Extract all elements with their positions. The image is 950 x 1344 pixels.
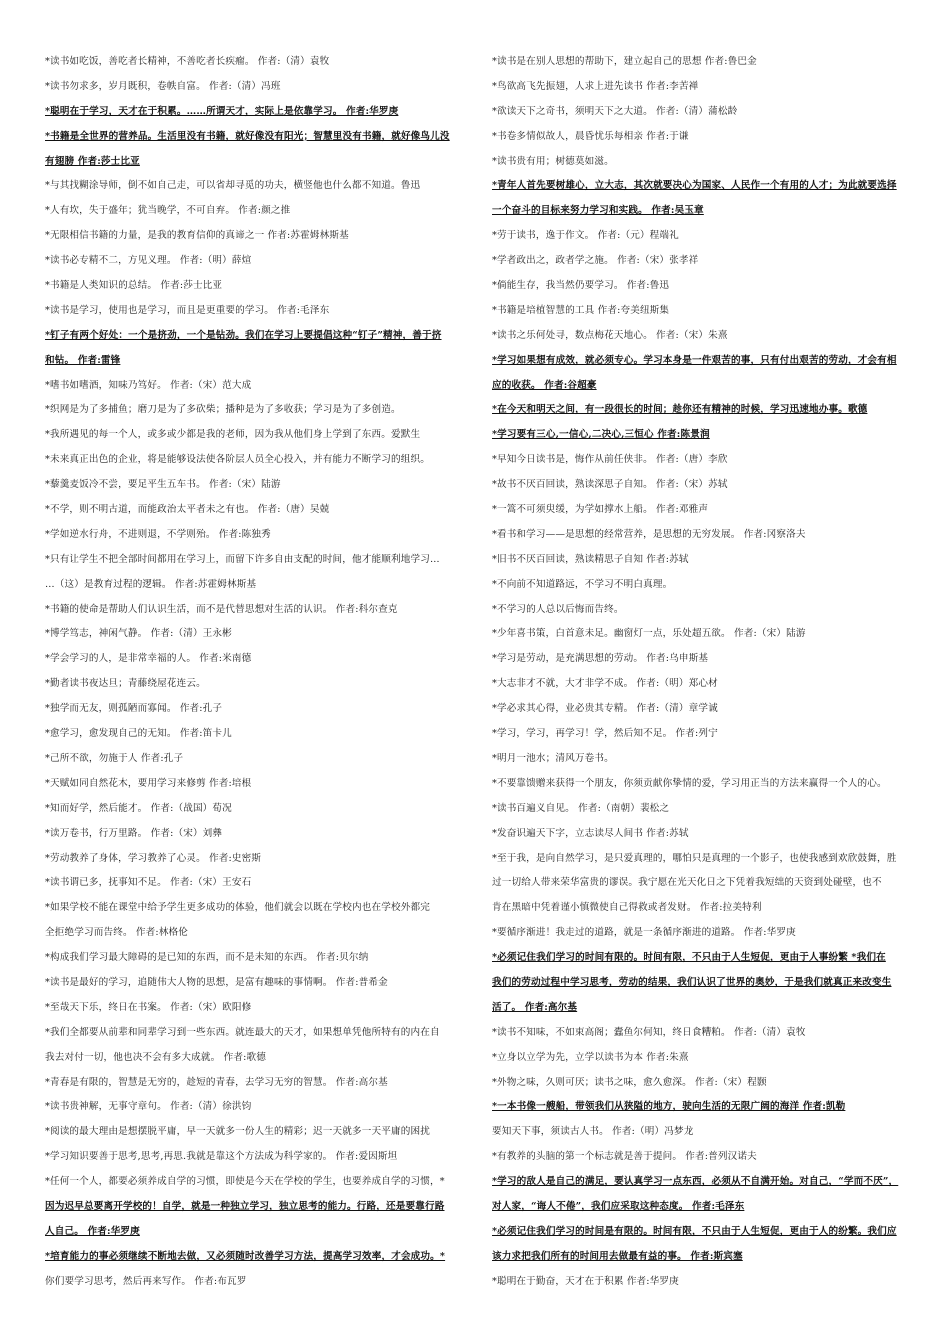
quote-line: *读书不知味，不如束高阁；蠹鱼尔何知，终日食糟粕。 作者:（清）袁牧 [492, 1026, 806, 1038]
quote-line: *书籍是培植智慧的工具 作者:夸美纽斯集 [492, 304, 670, 316]
quote-line: *有教养的头脑的第一个标志就是善于提问。 作者:普列汉诺夫 [492, 1151, 757, 1163]
quote-line: *藜羹麦饭冷不尝，要足平生五车书。 作者:（宋）陆游 [45, 479, 281, 491]
quote-line: *学如逆水行舟，不进则退，不学则殆。 作者:陈独秀 [45, 528, 271, 540]
quote-line-bold: *钉子有两个好处：一个是挤劲，一个是钻劲。我们在学习上要提倡这种“钉子”精神，善于挤 [45, 329, 442, 341]
quote-line: *未来真正出色的企业，将是能够设法使各阶层人员全心投入，并有能力不断学习的组织。 [45, 454, 430, 466]
quote-line: *青春是有限的，智慧是无穷的，趁短的青春，去学习无穷的智慧。 作者:高尔基 [45, 1076, 388, 1088]
quote-line: *学必求其心得，业必贵其专精。 作者:（清）章学诚 [492, 703, 718, 715]
quote-line: *构成我们学习最大障碍的是已知的东西，而不是未知的东西。 作者:贝尔纳 [45, 952, 369, 964]
quote-line-bold: 有翅膀 作者:莎士比亚 [45, 155, 140, 167]
quote-line: *我所遇见的每一个人，或多或少都是我的老师，因为我从他们身上学到了东西。爱默生 [45, 429, 421, 441]
quote-line: *至于我，是向自然学习，是只爱真理的，哪怕只是真理的一个影子，也使我感到欢欣鼓舞，胜 [492, 852, 897, 864]
quote-line: *学习是劳动，是充满思想的劳动。 作者:乌申斯基 [492, 653, 709, 665]
quote-line: 肯在黑暗中凭着谨小慎微使自己得救或者发财。 作者:拉美特利 [492, 902, 762, 914]
quote-line: *旧书不厌百回读，熟读精思子自知 作者:苏轼 [492, 553, 689, 565]
quote-line: 我去对付一切，他也决不会有多大成就。 作者:歌德 [45, 1051, 266, 1063]
quote-line: *天赋如同自然花木，要用学习来修剪 作者:培根 [45, 777, 252, 789]
quote-line: *读万卷书，行万里路。 作者:（宋）刘彝 [45, 827, 223, 839]
quote-line-bold: *必须记住我们学习的时间是有限的。时间有限，不只由于人生短促，更由于人的纷繁。我们应 [492, 1225, 897, 1237]
quote-line-bold: *培育能力的事必须继续不断地去做，又必须随时改善学习方法，提高学习效率，才会成功。* [45, 1250, 446, 1262]
quote-line: *读书是在别人思想的帮助下，建立起自己的思想 作者:鲁巴金 [492, 56, 757, 67]
quote-line-bold: *必须记住我们学习的时间有限的。时间有限，不只由于人生短促，更由于人事纷繁 *我们在 [492, 952, 886, 964]
right-column [492, 50, 912, 1295]
quote-line-bold: *青年人首先要树雄心，立大志，其次就要决心为国家、人民作一个有用的人才；为此就要选择 [492, 180, 897, 192]
quote-line: *独学而无友，则孤陋而寡闻。 作者:孔子 [45, 703, 223, 715]
quote-line: *故书不厌百回读，熟读深思子自知。 作者:（宋）苏轼 [492, 479, 728, 491]
quote-line: *己所不欲，勿施于人 作者:孔子 [45, 752, 184, 764]
quote-line-bold: 应的收获。 作者:谷超豪 [492, 379, 597, 391]
quote-line-bold: *书籍是全世界的营养品。生活里没有书籍，就好像没有阳光；智慧里没有书籍，就好像鸟儿没 [45, 130, 450, 142]
quote-line: *至哉天下乐，终日在书案。 作者:（宋）欧阳修 [45, 1001, 252, 1013]
quote-line: *读书是学习，使用也是学习，而且是更重要的学习。 作者:毛泽东 [45, 304, 330, 316]
quote-line-bold: 我们的劳动过程中学习思考，劳动的结果，我们认识了世界的奥妙，于是我们就真正来改变生 [492, 976, 892, 988]
quote-line-bold: 活了。 作者:高尔基 [492, 1001, 578, 1013]
quote-line: *一篙不可须臾缓，为学如撑水上船。 作者:邓雅声 [492, 504, 709, 516]
quote-line: *不学，则不明古道，而能政治太平者未之有也。 作者:（唐）吴兢 [45, 504, 330, 516]
quote-line: 要知天下事，须读古人书。 作者:（明）冯梦龙 [492, 1126, 694, 1138]
quote-line: *博学笃志，神闲气静。 作者:（清）王永彬 [45, 628, 232, 640]
quote-line: *无限相信书籍的力量，是我的教育信仰的真谛之一 作者:苏霍姆林斯基 [45, 230, 349, 242]
quote-line: *学会学习的人，是非常幸福的人。 作者:米南德 [45, 653, 252, 665]
quote-line-bold: 人自己。 作者:华罗庚 [45, 1225, 140, 1237]
quote-line: *阅读的最大理由是想摆脱平庸，早一天就多一份人生的精彩；迟一天就多一天平庸的困扰 [45, 1126, 430, 1138]
quote-line: *明月一池水；清风万卷书。 [492, 752, 614, 764]
quote-line: *读书贵有用；树德莫如滋。 [492, 155, 614, 167]
quote-line: *看书和学习——是思想的经常营养，是思想的无穷发展。 作者:冈察洛夫 [492, 528, 806, 540]
quote-line: *嗜书如嗜酒，知味乃笃好。 作者:（宋）范大成 [45, 379, 252, 391]
quote-line: *读书百遍义自见。 作者:（南朝）裴松之 [492, 802, 670, 814]
quote-line: *外物之味，久则可厌；读书之味，愈久愈深。 作者:（宋）程颢 [492, 1076, 767, 1088]
quote-line: *鸟欲高飞先振翅，人求上进先读书 作者:李苦禅 [492, 80, 699, 92]
quote-line: *知而好学，然后能才。 作者:（战国）荀况 [45, 802, 232, 814]
quote-line: *读书勿求多，岁月既积，卷帙自富。 作者:（清）冯班 [45, 80, 281, 92]
left-column [45, 50, 465, 1295]
quote-line: *发奋识遍天下字，立志读尽人间书 作者:苏轼 [492, 827, 689, 839]
quote-line: *不要靠馈赠来获得一个朋友，你须贡献你挚情的爱，学习用正当的方法来赢得一个人的心。 [492, 777, 887, 789]
quote-line: 全拒绝学习而告终。 作者:林格伦 [45, 927, 188, 939]
quote-line: *愈学习，愈发现自己的无知。 作者:笛卡儿 [45, 728, 232, 740]
quote-line-bold: 因为迟早总要离开学校的！自学，就是一种独立学习，独立思考的能力。行路，还是要靠行路 [45, 1200, 445, 1212]
quote-line: *书籍是人类知识的总结。 作者:莎士比亚 [45, 280, 223, 292]
quote-line: *人有坎，失于盛年；犹当晚学，不可自弃。 作者:颜之推 [45, 205, 291, 217]
quote-line-bold: *一本书像一艘船，带领我们从狭隘的地方，驶向生活的无限广阔的海洋 作者:凯勒 [492, 1101, 846, 1113]
quote-line: *织网是为了多捕鱼；磨刀是为了多砍柴；播种是为了多收获；学习是为了多创造。 [45, 404, 401, 416]
quote-line: *任何一个人，都要必须养成自学的习惯，即使是今天在学校的学生，也要养成自学的习惯，* [45, 1176, 445, 1188]
quote-line: …（这）是教育过程的逻辑。 作者:苏霍姆林斯基 [45, 578, 257, 590]
quote-line: *大志非才不就，大才非学不成。 作者:（明）郑心材 [492, 678, 718, 690]
quote-line: *倘能生存，我当然仍要学习。 作者:鲁迅 [492, 280, 670, 292]
quote-line-bold: *在今天和明天之间，有一段很长的时间；趁你还有精神的时候，学习迅速地办事。歌德 [492, 404, 868, 416]
quote-line: *读书之乐何处寻，数点梅花天地心。 作者:（宋）朱熹 [492, 329, 728, 341]
quote-line-bold: 对人家，“诲人不倦”，我们应采取这种态度。 作者:毛泽东 [492, 1200, 745, 1212]
quote-line: *读书贵神解，无事守章句。 作者:（清）徐洪钧 [45, 1101, 252, 1113]
quote-line: *学习，学习，再学习！学，然后知不足。 作者:列宁 [492, 728, 718, 740]
quote-line: *如果学校不能在课堂中给予学生更多成功的体验，他们就会以既在学校内也在学校外都完 [45, 902, 430, 914]
quote-line: *劳于读书，逸于作文。 作者:（元）程端礼 [492, 230, 679, 242]
quote-line: *聪明在于勤奋，天才在于积累 作者:华罗庚 [492, 1275, 679, 1287]
quote-line: *只有让学生不把全部时间都用在学习上，而留下许多自由支配的时间，他才能顺利地学习… [45, 553, 440, 565]
quote-line: *劳动教养了身体，学习教养了心灵。 作者:史密斯 [45, 852, 262, 864]
quote-line: *读书谓已多，抚事知不足。 作者:（宋）王安石 [45, 877, 252, 889]
quote-line: *书卷多情似故人，晨昏忧乐每相亲 作者:于谦 [492, 130, 689, 142]
quote-line: *欲读天下之奇书，须明天下之大道。 作者:（清）蒲松龄 [492, 105, 738, 117]
quote-line: 过一切给人带来荣华富贵的谬误。我宁愿在光天化日之下凭着我短绌的天资到处碰壁，也不 [492, 877, 882, 889]
quote-line-bold: *学习要有三心,一信心,二决心,三恒心 作者:陈景润 [492, 429, 710, 441]
quote-line: *立身以立学为先，立学以读书为本 作者:朱熹 [492, 1051, 689, 1063]
quote-line: *读书必专精不二，方见义理。 作者:（明）薛煊 [45, 255, 252, 267]
quote-line: *不向前不知道路远，不学习不明白真理。 [492, 578, 673, 590]
quote-line: *不学习的人总以后悔而告终。 [492, 603, 624, 615]
quote-line: *书籍的使命是帮助人们认识生活，而不是代替思想对生活的认识。 作者:科尔查克 [45, 603, 398, 615]
quote-line: *学者政出之，政者学之施。 作者:（宋）张孝祥 [492, 255, 699, 267]
quote-line: *要循序渐进！我走过的道路，就是一条循序渐进的道路。 作者:华罗庚 [492, 927, 796, 939]
quote-line-bold: *学习如果想有成效，就必须专心。学习本身是一件艰苦的事，只有付出艰苦的劳动，才会有相 [492, 354, 897, 366]
quote-line: *读书是最好的学习，追随伟大人物的思想，是富有趣味的事情啊。 作者:普希金 [45, 976, 388, 988]
quote-line: *勤者读书夜达旦；青藤绕屋花连云。 [45, 678, 206, 690]
quote-line-bold: 和钻。 作者:雷锋 [45, 354, 121, 366]
quote-line: *学习知识要善于思考,思考,再思.我就是靠这个方法成为科学家的。 作者:爱因斯坦 [45, 1151, 398, 1163]
quote-line: *少年喜书策，白首意未足。幽窗灯一点，乐处超五欲。 作者:（宋）陆游 [492, 628, 806, 640]
quote-line-bold: *聪明在于学习，天才在于积累。……所谓天才，实际上是依靠学习。 作者:华罗庚 [45, 105, 399, 117]
quote-line: *我们全都要从前辈和同辈学习到一些东西。就连最大的天才，如果想单凭他所特有的内在自 [45, 1026, 440, 1038]
quote-line: *与其找糊涂导师，倒不如自己走，可以省却寻觅的功夫，横竖他也什么都不知道。鲁迅 [45, 180, 421, 192]
quote-line-bold: *学习的敌人是自己的满足，要认真学习一点东西，必须从不自满开始。对自己，“学而不厌”， [492, 1176, 899, 1188]
quote-line: *早知今日读书是，悔作从前任侠非。 作者:（唐）李欣 [492, 454, 728, 466]
quote-line-bold: 该力求把我们所有的时间用去做最有益的事。 作者:斯宾塞 [492, 1250, 743, 1262]
quote-line-bold: 一个奋斗的目标来努力学习和实践。 作者:吴玉章 [492, 205, 704, 217]
quote-line: 你们要学习思考，然后再来写作。 作者:布瓦罗 [45, 1275, 247, 1287]
quote-line: *读书如吃饭，善吃者长精神，不善吃者长疾瘤。 作者:（清）袁牧 [45, 56, 330, 67]
